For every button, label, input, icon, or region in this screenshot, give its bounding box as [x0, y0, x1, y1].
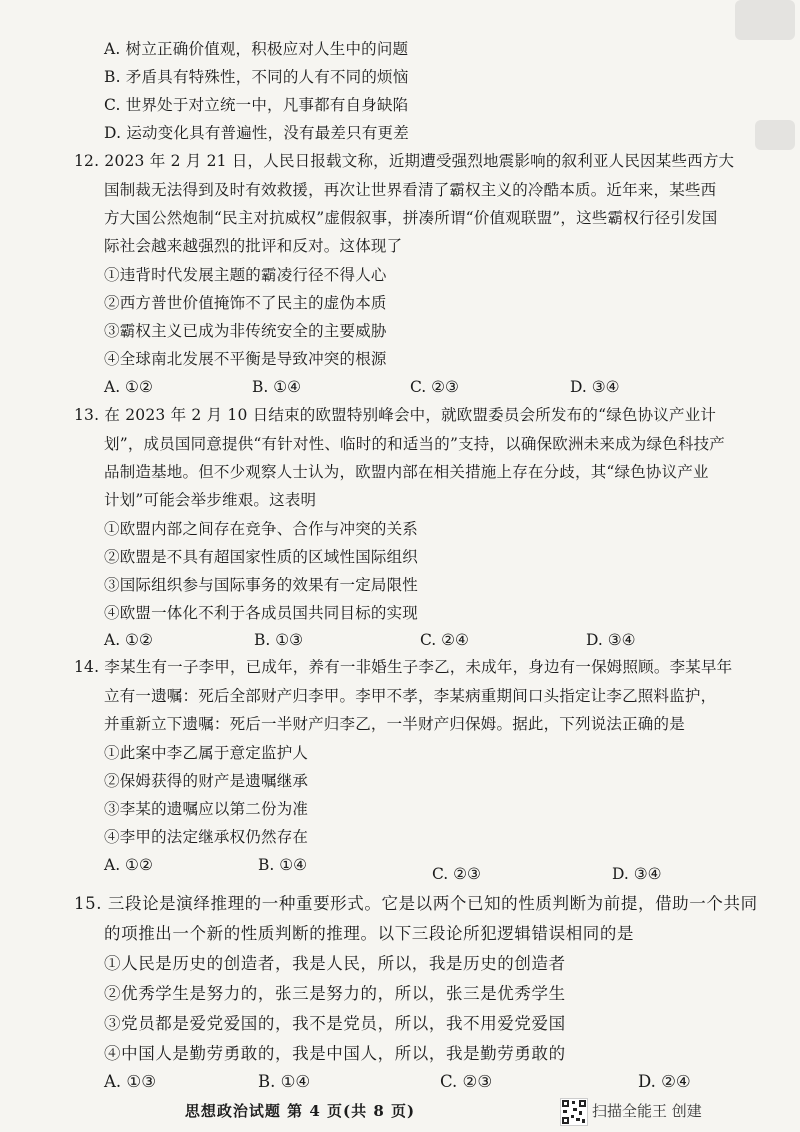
q13-choice-d: D. ③④ [586, 631, 636, 649]
q14-stem-line: 14. 李某生有一子李甲，已成年，养有一非婚生子李乙，未成年，身边有一保姆照顾。李某早年 [74, 658, 733, 676]
q15-choice-b: B. ①④ [258, 1072, 311, 1091]
q13-stem-line: 品制造基地。但不少观察人士认为，欧盟内部在相关措施上存在分歧，其“绿色协议产业 [104, 463, 709, 481]
q13-item: ①欧盟内部之间存在竞争、合作与冲突的关系 [104, 520, 419, 538]
q14-choice-b: B. ①④ [258, 856, 308, 874]
q12-stem-line: 际社会越来越强烈的批评和反对。这体现了 [104, 237, 403, 255]
scan-smudge [735, 0, 795, 40]
q13-stem-line: 划”，成员国同意提供“有针对性、临时的和适当的”支持，以确保欧洲未来成为绿色科技产 [104, 435, 725, 453]
q12-item: ③霸权主义已成为非传统安全的主要威胁 [104, 322, 387, 340]
q15-item: ④中国人是勤劳勇敢的，我是中国人，所以，我是勤劳勇敢的 [104, 1044, 566, 1063]
q12-item: ④全球南北发展不平衡是导致冲突的根源 [104, 350, 387, 368]
scanner-watermark: 扫描全能王 创建 [592, 1102, 702, 1120]
q13-item: ②欧盟是不具有超国家性质的区域性国际组织 [104, 548, 419, 566]
page-footer: 思想政治试题 第 4 页(共 8 页) [184, 1102, 416, 1120]
q12-stem-line: 12. 2023 年 2 月 21 日，人民日报载文称，近期遭受强烈地震影响的叙利亚人民因某些西方大 [74, 152, 735, 170]
q12-choice-a: A. ①② [104, 378, 153, 396]
q14-item: ①此案中李乙属于意定监护人 [104, 744, 309, 762]
q11-option-b: B. 矛盾具有特殊性，不同的人有不同的烦恼 [104, 68, 409, 86]
qr-code-graphic [561, 1099, 587, 1125]
q11-option-a: A. 树立正确价值观，积极应对人生中的问题 [104, 40, 409, 58]
q13-item: ④欧盟一体化不利于各成员国共同目标的实现 [104, 604, 419, 622]
q15-item: ③党员都是爱党爱国的，我不是党员，所以，我不用爱党爱国 [104, 1014, 566, 1033]
qr-code-icon [560, 1098, 588, 1126]
q13-stem-line: 计划”可能会举步维艰。这表明 [104, 491, 317, 509]
q13-item: ③国际组织参与国际事务的效果有一定局限性 [104, 576, 419, 594]
q14-choice-d: D. ③④ [612, 865, 662, 883]
q12-stem-line: 国制裁无法得到及时有效救援，再次让世界看清了霸权主义的冷酷本质。近年来，某些西 [104, 181, 717, 199]
q15-choice-d: D. ②④ [638, 1072, 691, 1091]
q12-stem-line: 方大国公然炮制“民主对抗威权”虚假叙事，拼凑所谓“价值观联盟”，这些霸权行径引发国 [104, 209, 718, 227]
q13-stem-line: 13. 在 2023 年 2 月 10 日结束的欧盟特别峰会中，就欧盟委员会所发布的“绿色协议产业计 [74, 406, 717, 424]
q13-choice-c: C. ②④ [420, 631, 469, 649]
q14-stem-line: 并重新立下遗嘱：死后一半财产归李乙，一半财产归保姆。据此，下列说法正确的是 [104, 715, 685, 733]
q11-option-c: C. 世界处于对立统一中，凡事都有自身缺陷 [104, 96, 409, 114]
q15-stem-line: 15. 三段论是演绎推理的一种重要形式。它是以两个已知的性质判断为前提，借助一个共同 [74, 894, 758, 913]
q14-choice-a: A. ①② [104, 856, 153, 874]
q14-item: ③李某的遗嘱应以第二份为准 [104, 800, 309, 818]
q15-choice-c: C. ②③ [440, 1072, 493, 1091]
q13-choice-a: A. ①② [104, 631, 153, 649]
q15-stem-line: 的项推出一个新的性质判断的推理。以下三段论所犯逻辑错误相同的是 [104, 924, 635, 943]
q14-item: ④李甲的法定继承权仍然存在 [104, 828, 309, 846]
q13-choice-b: B. ①③ [254, 631, 304, 649]
scan-smudge [755, 120, 795, 150]
q12-choice-d: D. ③④ [570, 378, 620, 396]
q12-item: ①违背时代发展主题的霸凌行径不得人心 [104, 266, 387, 284]
q12-item: ②西方普世价值掩饰不了民主的虚伪本质 [104, 294, 387, 312]
q15-item: ①人民是历史的创造者，我是人民，所以，我是历史的创造者 [104, 954, 566, 973]
q14-item: ②保姆获得的财产是遗嘱继承 [104, 772, 309, 790]
q12-choice-c: C. ②③ [410, 378, 459, 396]
q14-stem-line: 立有一遗嘱：死后全部财产归李甲。李甲不孝，李某病重期间口头指定让李乙照料监护， [104, 687, 717, 705]
q12-choice-b: B. ①④ [252, 378, 302, 396]
q11-option-d: D. 运动变化具有普遍性，没有最差只有更差 [104, 124, 409, 142]
q15-choice-a: A. ①③ [104, 1072, 156, 1091]
q14-choice-c: C. ②③ [432, 865, 481, 883]
q15-item: ②优秀学生是努力的，张三是努力的，所以，张三是优秀学生 [104, 984, 566, 1003]
